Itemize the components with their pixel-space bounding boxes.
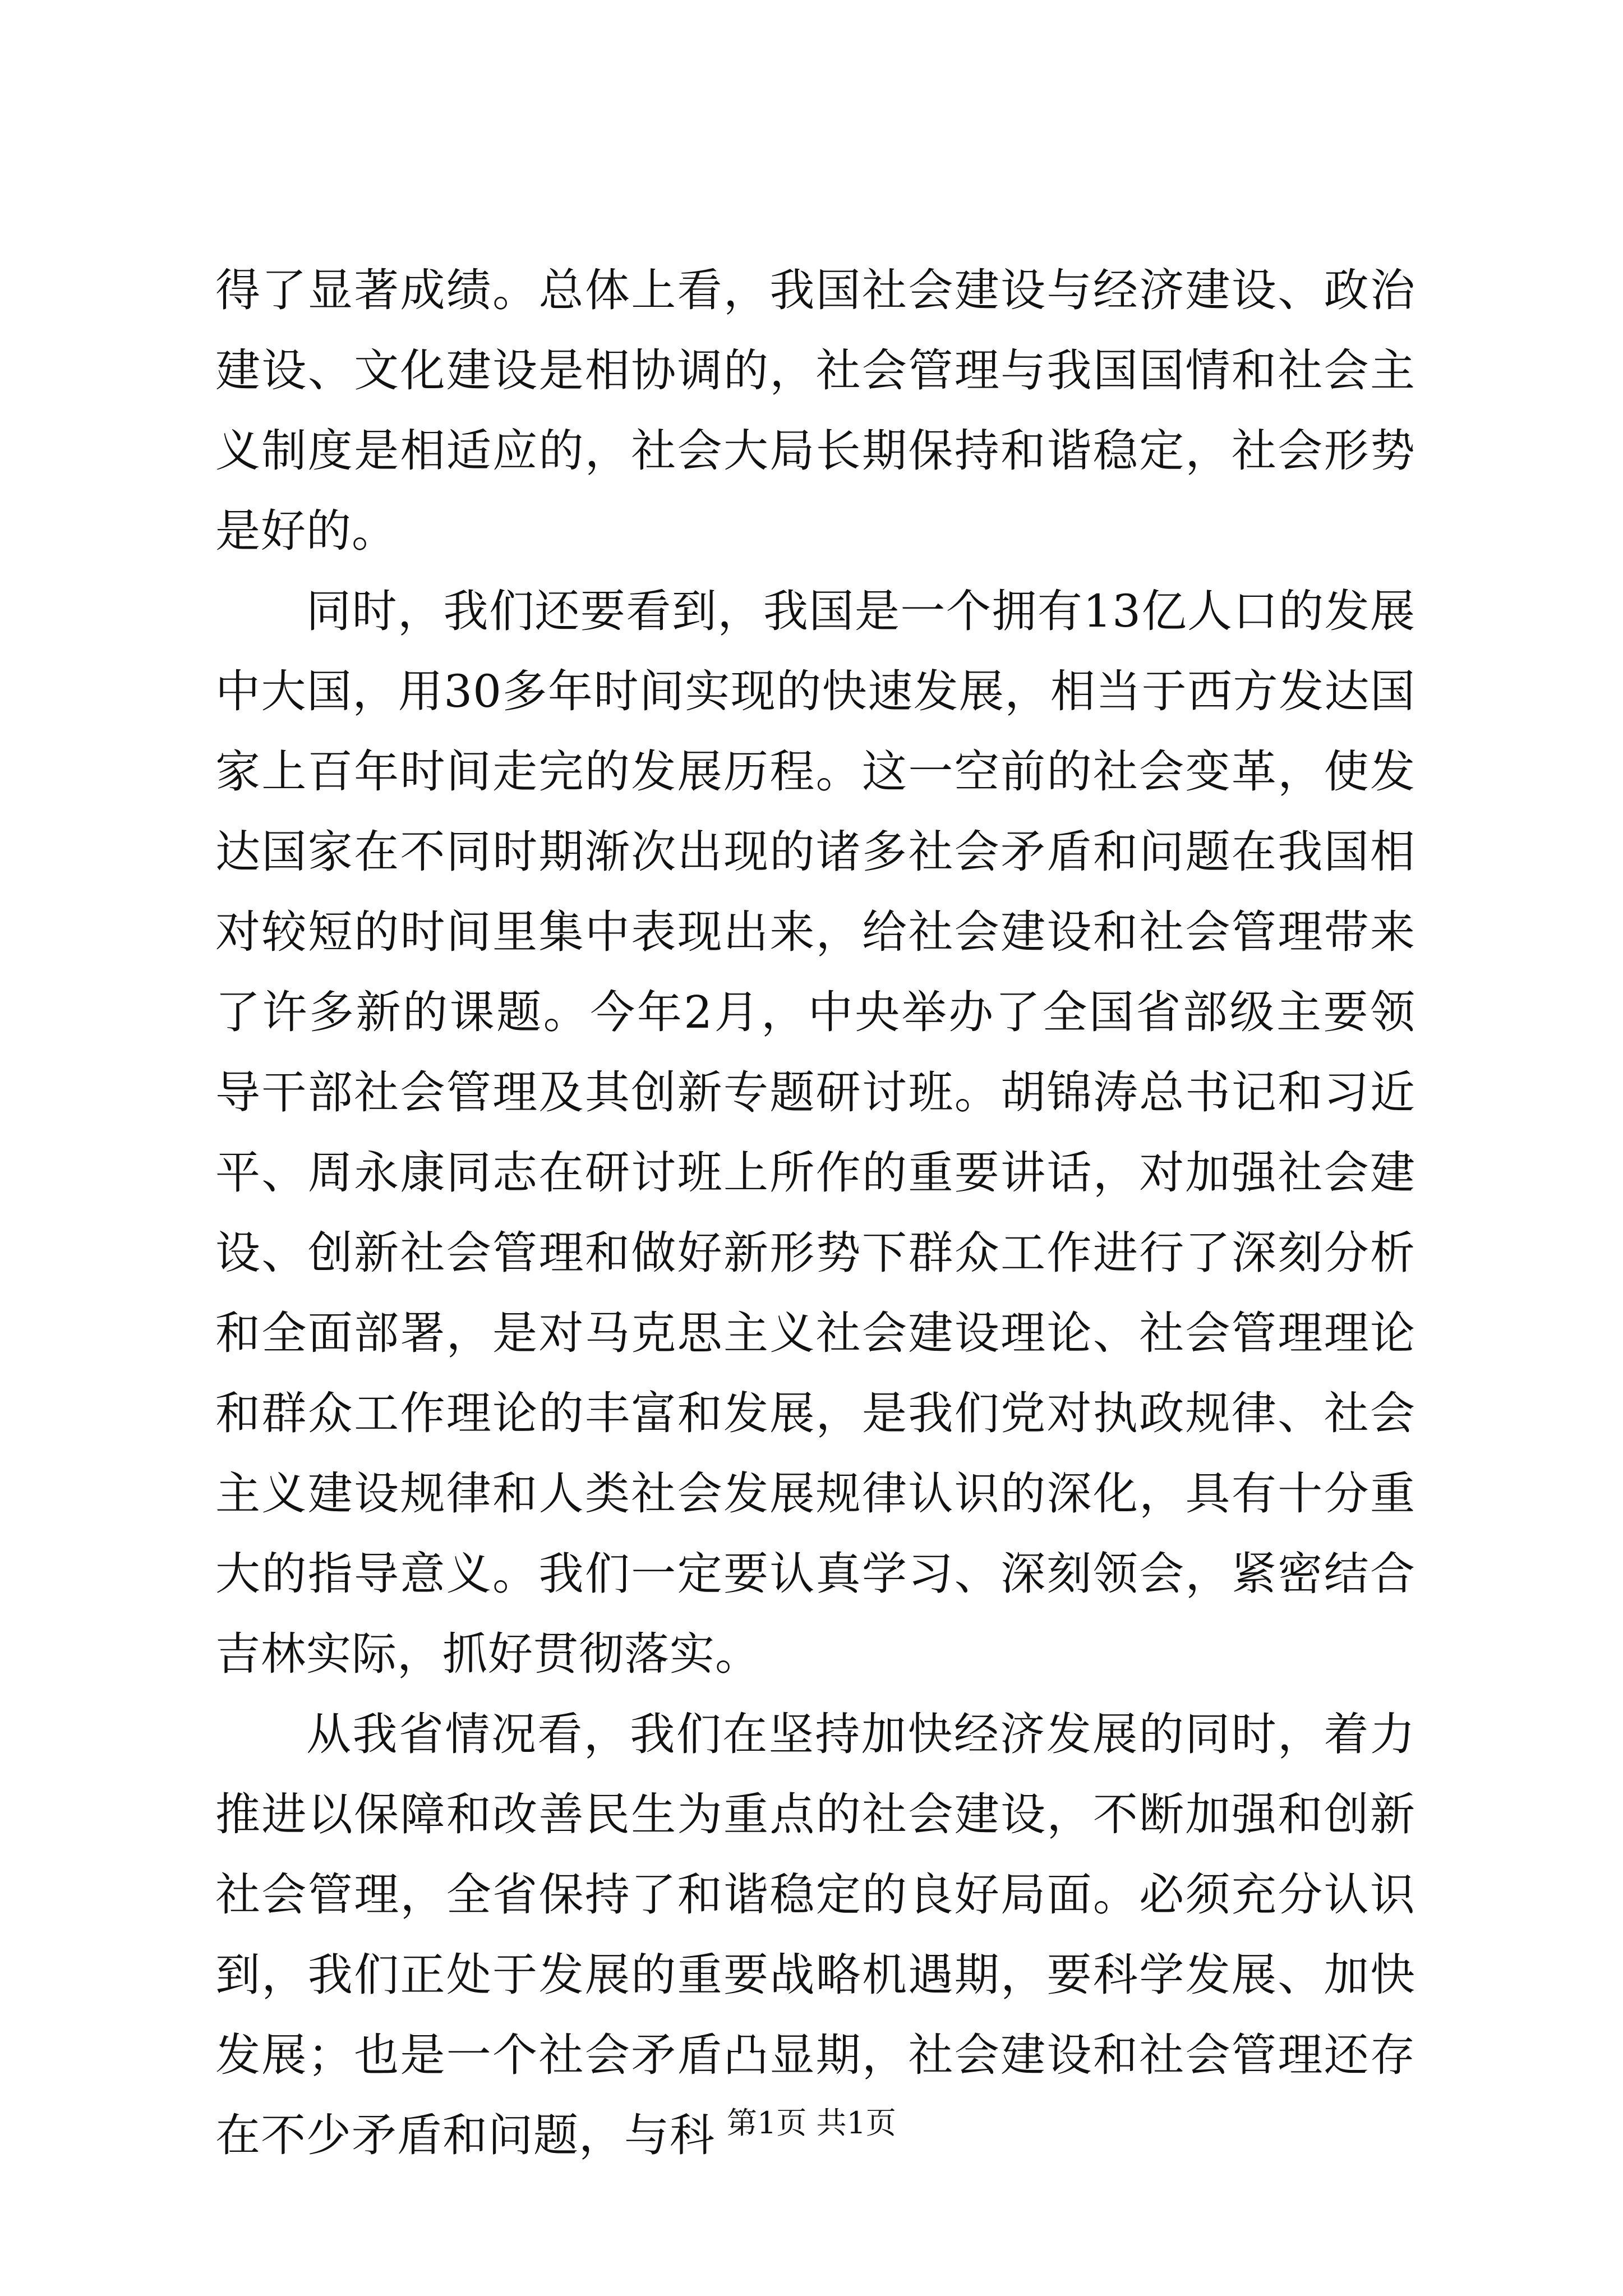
paragraph-3: 从我省情况看，我们在坚持加快经济发展的同时，着力推进以保障和改善民生为重点的社会建设，不断加强和创新社会管理，全省保持了和谐稳定的良好局面。必须充分认识到，我们正处于发展的重要战略机遇期，要科学发展、加快发展；也是一个社会矛盾凸显期，社会建设和社会管理还存在不少矛盾和问题，与科	[215, 1708, 1415, 2161]
page-footer: 第1页 共1页	[727, 2105, 896, 2141]
paragraph-1: 得了显著成绩。总体上看，我国社会建设与经济建设、政治建设、文化建设是相协调的，社会管理与我国国情和社会主义制度是相适应的，社会大局长期保持和谐稳定，社会形势是好的。	[215, 264, 1415, 557]
paragraph-2: 同时，我们还要看到，我国是一个拥有13亿人口的发展中大国，用30多年时间实现的快速发展，相当于西方发达国家上百年时间走完的发展历程。这一空前的社会变革，使发达国家在不同时期渐次出现的诸多社会矛盾和问题在我国相对较短的时间里集中表现出来，给社会建设和社会管理带来了许多新的课题。今年2月，中央举办了全国省部级主要领导干部社会管理及其创新专题研讨班。胡锦涛总书记和习近平、周永康同志在研讨班上所作的重要讲话，对加强社会建设、创新社会管理和做好新形势下群众工作进行了深刻分析和全面部署，是对马克思主义社会建设理论、社会管理理论和群众工作理论的丰富和发展，是我们党对执政规律、社会主义建设规律和人类社会发展规律认识的深化，具有十分重大的指导意义。我们一定要认真学习、深刻领会，紧密结合吉林实际，抓好贯彻落实。	[215, 585, 1415, 1680]
document-body	[215, 250, 1415, 2175]
